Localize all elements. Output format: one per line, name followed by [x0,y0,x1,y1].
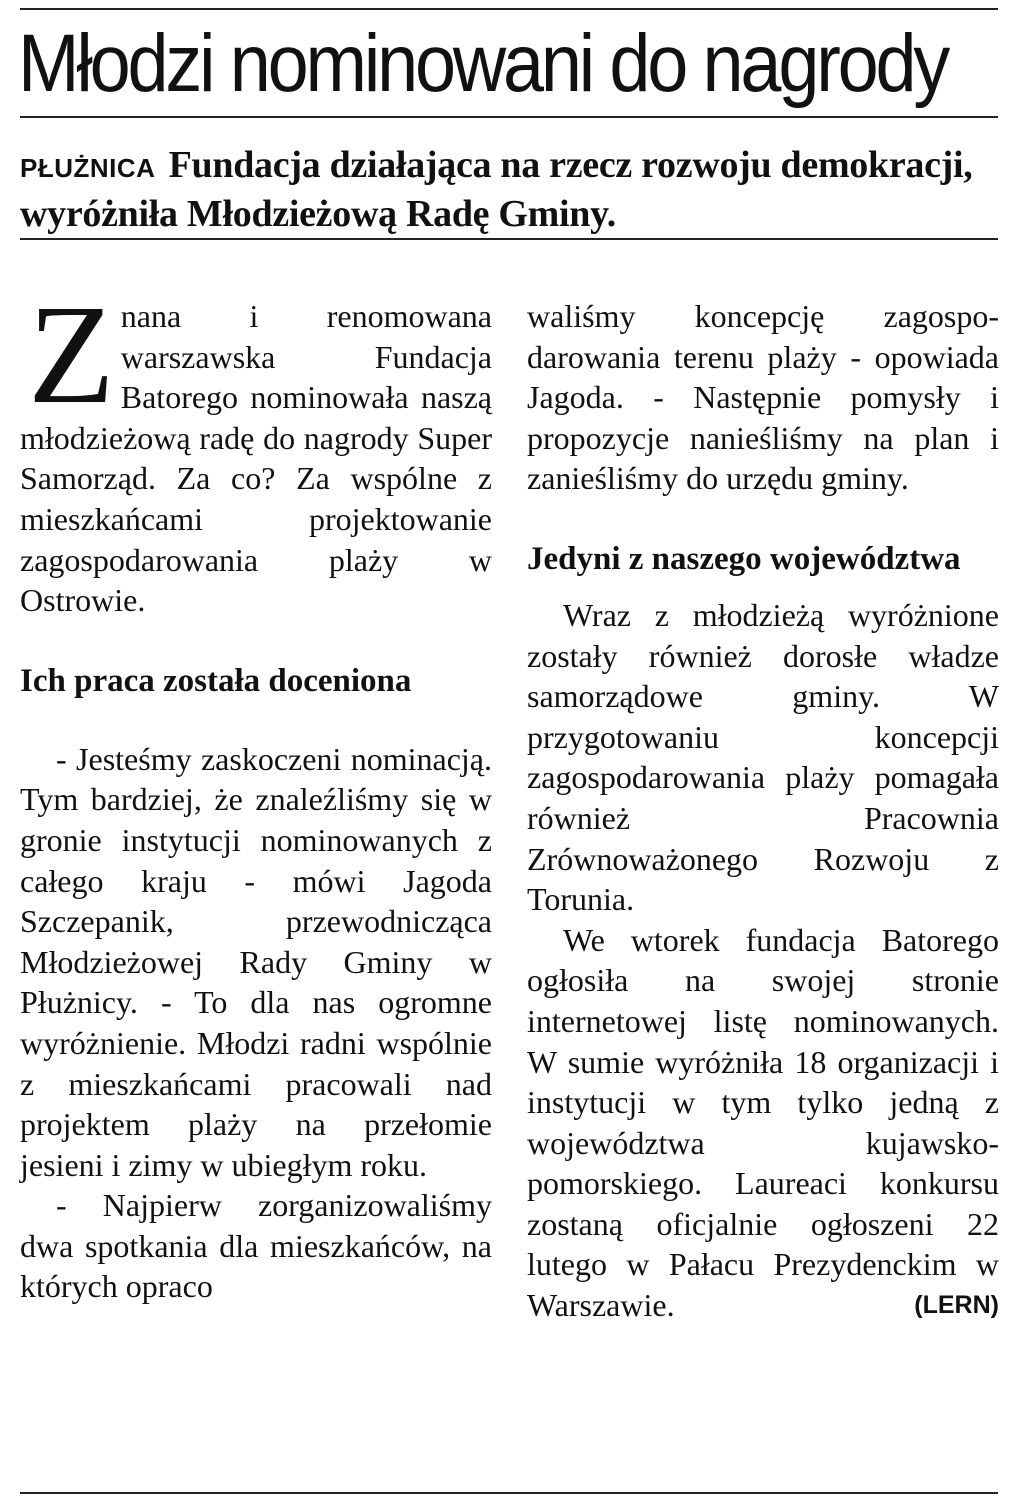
lead-rule [20,238,998,240]
paragraph-intro-text: nana i renomowana warszawska Fundacja Batorego nominowała naszą młodzieżową radę do nagrody Super Samorząd. Za co? Za wspólne z mieszkańcami projektowanie zagospodarowania plaży w Ostrowie. [20,298,492,619]
bottom-rule [20,1492,998,1494]
top-rule [20,8,998,10]
headline-rule [20,116,998,118]
subhead-praca: Ich praca została doceniona [20,662,412,699]
headline: Młodzi nominowani do nagrody [18,18,948,109]
author-signature: (LERN) [914,1291,999,1320]
paragraph-nominees-text: We wtorek fundacja Batorego ogłosiła na swojej stronie internetowej listę nominowanych. W sumie wyróżniła 18 organizacji i instytucji w tym tylko jedną z województwa kujawsko-pomorskiego. Laureaci konkursu zostaną oficjalnie ogłoszeni 22 lutego w Pałacu Prezydenckim w Warszawie. [527,921,999,1324]
subhead-jedyni: Jedyni z naszego województwa [527,540,961,577]
paragraph-quote-continued-tail: waliśmy koncepcję zagospodarowania terenu plaży - opowiada Jagoda. - Następnie pomysły i propozycje nanieśliśmy na plan i zanieśliśmy do urzędu gminy. [527,298,999,497]
lead-text: Fundacja działająca na rzecz rozwoju demokracji, wyróżniła Młodzieżową Radę Gminy. [20,144,973,235]
drop-cap: Z [28,275,115,433]
paragraph-intro [20,275,492,621]
lead-paragraph [20,142,1010,237]
paragraph-quote-continued: - Najpierw zorganizowaliśmy dwa spotkania dla mieszkańców, na których opraco [20,1187,492,1305]
column-left [20,275,492,1307]
column-right [527,296,999,1326]
lead-place: PŁUŻNICA [20,153,156,183]
paragraph-nominees [527,920,999,1326]
paragraph-award: Wraz z młodzieżą wyróżnione zostały również dorosłe władze samorządowe gminy. W przygotowaniu koncepcji zagospodarowania plaży pomagała również Pracownia Zrównoważonego Rozwoju z Torunia. [527,596,999,918]
paragraph-quote: - Jesteśmy zaskoczeni nominacją. Tym bardziej, że znaleźliśmy się w gronie instytucji nominowanych z całego kraju - mówi Jagoda Szczepanik, przewodnicząca Młodzieżowej Rady Gminy w Płużnicy. - To dla nas ogromne wyróżnienie. Młodzi radni wspólnie z mieszkańcami pracowali nad projektem plaży na przełomie jesieni i zimy w ubiegłym roku. [20,740,492,1183]
